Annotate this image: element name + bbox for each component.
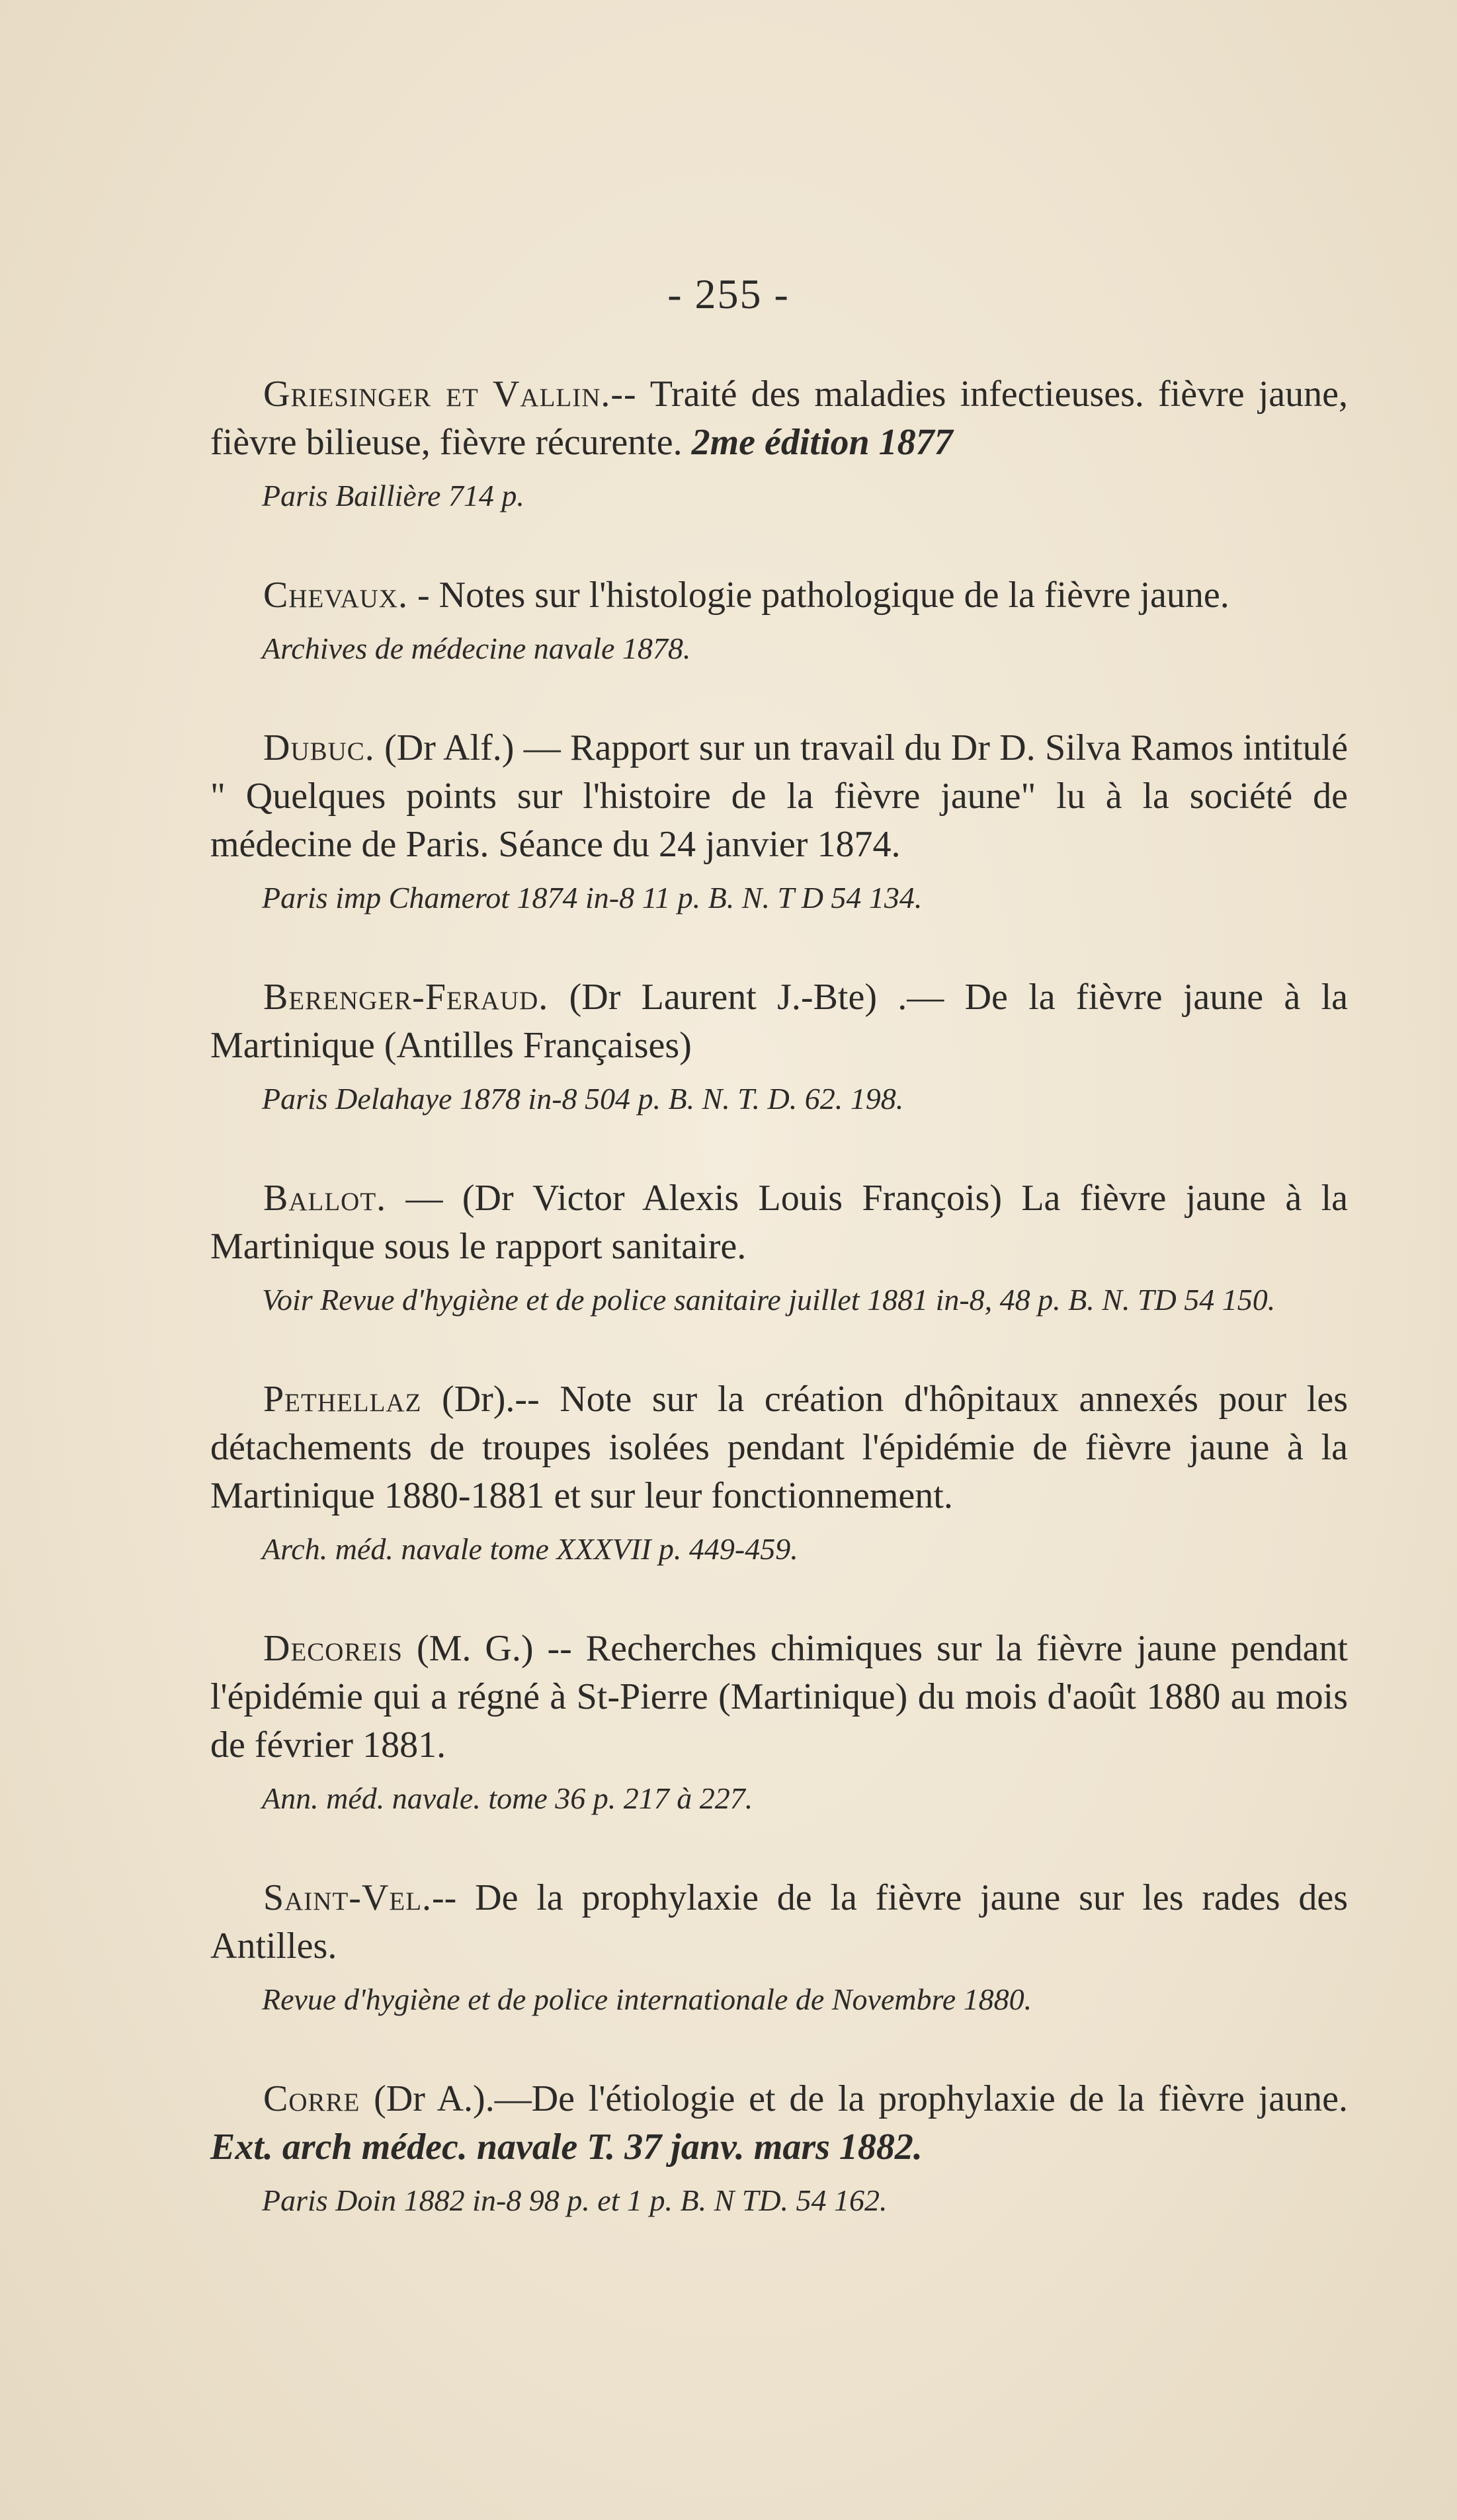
entry-title: (Dr Laurent J.-Bte) .— De la fièvre jaune à la Martinique (Antilles Françaises) — [210, 977, 1348, 1066]
bibliography-entry — [210, 973, 1348, 1119]
entry-text — [210, 1375, 1348, 1520]
entry-title: Traité des maladies infectieuses. fièvre jaune, fièvre bilieuse, fièvre récurente. — [210, 374, 1348, 463]
entry-author: Pethellaz — [263, 1379, 422, 1420]
entry-text — [210, 724, 1348, 869]
entry-text — [210, 973, 1348, 1070]
entry-text — [210, 370, 1348, 467]
entry-reference: Paris Doin 1882 in-8 98 p. et 1 p. B. N TD. 54 162. — [262, 2183, 888, 2217]
bibliography-entry — [210, 1625, 1348, 1818]
entry-title: (Dr A.).—De l'étiologie et de la prophylaxie de la fièvre jaune. — [360, 2078, 1348, 2119]
entry-author: Dubuc. — [263, 727, 375, 768]
entry-author: Corre — [263, 2078, 360, 2119]
entry-title: (Dr Alf.) — Rapport sur un travail du Dr D. Silva Ramos intitulé " Quelques points sur l'histoire de la fièvre jaune" lu à la société de médecine de Paris. Séance du 24 janvier 1874. — [210, 727, 1348, 865]
bibliography-entry — [210, 1874, 1348, 2019]
entry-text — [210, 1174, 1348, 1271]
entry-reference: Paris Delahaye 1878 in-8 504 p. B. N. T. D. 62. 198. — [262, 1082, 904, 1116]
entry-reference: Revue d'hygiène et de police internationale de Novembre 1880. — [262, 1982, 1032, 2016]
entry-author: Decoreis — [263, 1628, 403, 1669]
bibliography-entry — [210, 724, 1348, 918]
entry-reference: Ann. méd. navale. tome 36 p. 217 à 227. — [262, 1781, 753, 1815]
entry-title: (Dr).-- Note sur la création d'hôpitaux annexés pour les détachements de troupes isolées pendant l'épidémie de fièvre jaune à la Martinique 1880-1881 et sur leur fonctionnement. — [210, 1379, 1348, 1516]
bibliography-entry — [210, 1174, 1348, 1320]
entry-reference: Arch. méd. navale tome XXXVII p. 449-459. — [262, 1532, 798, 1566]
entry-edition: 2me édition 1877 — [691, 422, 953, 463]
entry-text — [210, 1625, 1348, 1769]
bibliography-entry — [210, 571, 1348, 669]
bibliography-entry — [210, 2075, 1348, 2220]
entry-reference: Archives de médecine navale 1878. — [262, 631, 691, 665]
entry-text — [210, 2075, 1348, 2172]
entry-edition: Ext. arch médec. navale T. 37 janv. mars 1882. — [210, 2127, 923, 2168]
entry-title: (M. G.) -- Recherches chimiques sur la fièvre jaune pendant l'épidémie qui a régné à St-Pierre (Martinique) du mois d'août 1880 au mois de février 1881. — [210, 1628, 1348, 1766]
bibliography-list — [210, 370, 1348, 2276]
entry-title: — (Dr Victor Alexis Louis François) La fièvre jaune à la Martinique sous le rapport sanitaire. — [210, 1178, 1348, 1267]
entry-author: Berenger-Feraud. — [263, 977, 549, 1018]
entry-title: -- De la prophylaxie de la fièvre jaune sur les rades des Antilles. — [210, 1877, 1348, 1967]
entry-author: Chevaux. — [263, 575, 408, 616]
bibliography-entry — [210, 370, 1348, 516]
entry-reference: Paris imp Chamerot 1874 in-8 11 p. B. N. T D 54 134. — [262, 881, 923, 915]
entry-author: Saint-Vel. — [263, 1877, 433, 1918]
entry-author: Griesinger et Vallin.-- — [263, 374, 637, 415]
page-number: - 255 - — [667, 270, 790, 317]
entry-text — [210, 571, 1348, 620]
entry-author: Ballot. — [263, 1178, 387, 1219]
entry-title: - Notes sur l'histologie pathologique de la fièvre jaune. — [407, 575, 1229, 616]
entry-reference: Paris Baillière 714 p. — [262, 479, 524, 512]
bibliography-entry — [210, 1375, 1348, 1569]
entry-text — [210, 1874, 1348, 1971]
entry-reference: Voir Revue d'hygiène et de police sanitaire juillet 1881 in-8, 48 p. B. N. TD 54 150. — [262, 1283, 1276, 1317]
